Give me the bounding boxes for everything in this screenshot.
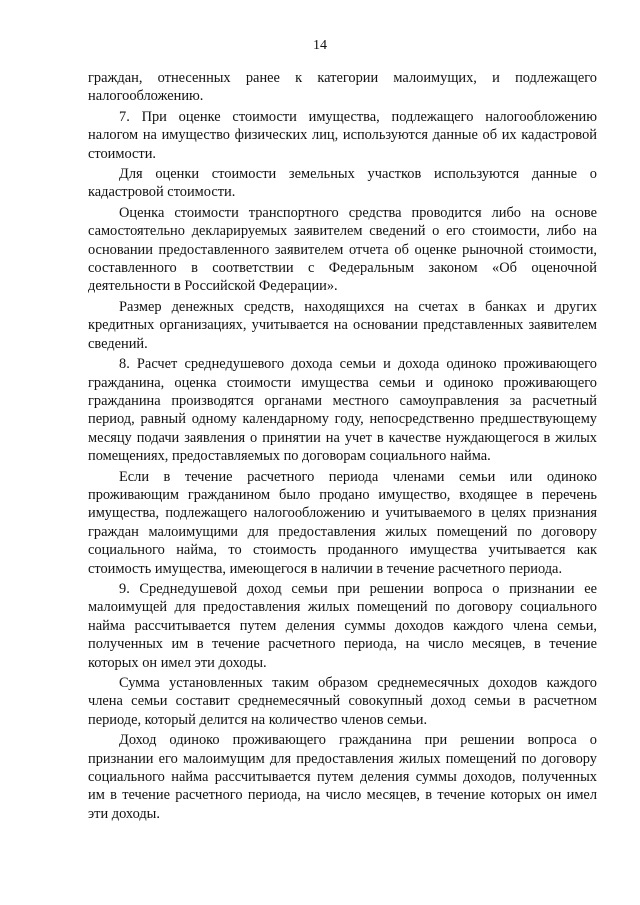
- paragraph-item-8: 8. Расчет среднедушевого дохода семьи и дохода одиноко проживающего гражданина, оценка стоимости имущества семьи и одиноко проживающего гражданина производятся органами местного самоуправления за расчетный период, равный одному календарному году, непосредственно предшествующему месяцу подачи заявления о принятии на учет в качестве нуждающегося в жилых помещениях, предоставляемых по договорам социального найма.: [88, 356, 597, 465]
- page-number: 14: [313, 38, 327, 53]
- paragraph-bank-funds: Размер денежных средств, находящихся на счетах в банках и других кредитных организациях, учитывается на основании представленных заявителем сведений.: [88, 298, 597, 352]
- paragraph-continuation: граждан, отнесенных ранее к категории малоимущих, и подлежащего налогообложению.: [88, 70, 597, 105]
- paragraph-land-valuation: Для оценки стоимости земельных участков используются данные о кадастровой стоимости.: [88, 166, 597, 201]
- paragraph-family-income-sum: Сумма установленных таким образом среднемесячных доходов каждого члена семьи составит среднемесячный совокупный доход семьи в расчетном периоде, который делится на количество членов семьи.: [88, 675, 597, 728]
- paragraph-item-7: 7. При оценке стоимости имущества, подлежащего налогообложению налогом на имущество физических лиц, используются данные об их кадастровой стоимости.: [88, 108, 597, 162]
- paragraph-sold-property: Если в течение расчетного периода членами семьи или одиноко проживающим гражданином было продано имущество, входящее в перечень имущества, подлежащего налогообложению и учитываемого в целях признания граждан малоимущими для предоставления жилых помещений по договору социального найма, то стоимость проданного имущества учитывается как стоимость имущества, имеющегося в наличии в течение расчетного периода.: [88, 468, 597, 577]
- paragraph-vehicle-valuation: Оценка стоимости транспортного средства проводится либо на основе самостоятельно декларируемых заявителем сведений о его стоимости, либо на основании предоставленного заявителем отчета об оценке рыночной стоимости, составленного в соответствии с Федеральным законом «Об оценочной деятельности в Российской Федерации».: [88, 204, 597, 295]
- paragraph-single-citizen-income: Доход одиноко проживающего гражданина при решении вопроса о признании его малоимущим для предоставления жилых помещений по договору социального найма рассчитывается путем деления суммы доходов, полученных им в течение расчетного периода, на число месяцев, в течение которых он имел эти доходы.: [88, 732, 597, 822]
- paragraph-item-9: 9. Среднедушевой доход семьи при решении вопроса о признании ее малоимущей для предоставления жилых помещений по договору социального найма рассчитывается путем деления суммы доходов каждого члена семьи, полученных им в течение расчетного периода, на число месяцев, в течение которых он имел эти доходы.: [88, 580, 597, 671]
- document-body: [88, 69, 597, 825]
